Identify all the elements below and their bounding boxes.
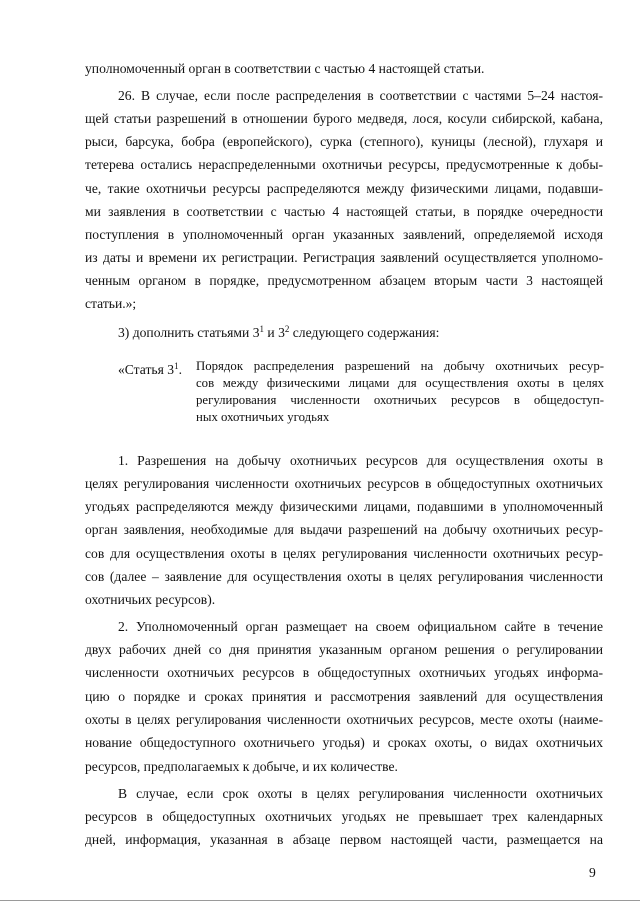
- paragraph-line: В случае, если срок охоты в целях регулирования численности охотничьих: [118, 786, 603, 801]
- page-number: 9: [589, 865, 596, 880]
- paragraph-line: орган заявления, необходимые для выдачи разрешений на добычу охотничьих ресур-: [85, 522, 603, 537]
- paragraph-line: рыси, барсука, бобра (европейского), сурка (степного), куницы (лесной), глухаря и: [85, 134, 603, 149]
- paragraph-line: охотничьих ресурсов).: [85, 592, 216, 607]
- paragraph-line: ченным органом в порядке, предусмотренном абзацем вторым части 3 настоящей: [85, 273, 603, 288]
- paragraph-line: че, такие охотничьи ресурсы распределяются между физическими лицами, подавши-: [85, 181, 603, 196]
- paragraph-line: ресурсов, предполагаемых к добыче, и их количестве.: [85, 759, 398, 774]
- paragraph-line: уполномоченный орган в соответствии с частью 4 настоящей статьи.: [85, 61, 485, 76]
- paragraph-line: 2. Уполномоченный орган размещает на своем официальном сайте в течение: [118, 619, 603, 634]
- article-title-line: ных охотничьих угодьях: [196, 410, 330, 424]
- paragraph-line: тетерева остались нераспределенными охотничьи ресурсы, предусмотренные к добы-: [85, 157, 603, 172]
- paragraph-line: дней, информация, указанная в абзаце первом настоящей части, размещается на: [85, 832, 603, 847]
- paragraph-line: охоты в целях регулирования численности охотничьих ресурсов, месте охоты (наиме-: [85, 712, 603, 727]
- paragraph-line: из даты и времени их регистрации. Регистрация заявлений осуществляется уполномо-: [85, 250, 603, 265]
- paragraph-line: щей статьи разрешений в отношении бурого медведя, лося, косули сибирской, кабана,: [85, 111, 603, 126]
- paragraph-line: ми заявления в соответствии с частью 4 настоящей статьи, в порядке очередности: [85, 204, 603, 219]
- paragraph-line: поступления в уполномоченный орган указанных заявлений, определяемой исходя: [85, 227, 603, 242]
- article-title-line: Порядок распределения разрешений на добычу охотничьих ресур-: [196, 359, 604, 373]
- paragraph-line: сов (далее – заявление для осуществления охоты в целях регулирования численности: [85, 569, 603, 584]
- article-title-line: регулирования численности охотничьих ресурсов в общедоступ-: [196, 393, 604, 407]
- amendment-line: 3) дополнить статьями $3^1$ и $3^2$ следующего содержания:: [118, 324, 440, 340]
- article-title-line: сов между физическими лицами для осуществления охоты в целях: [196, 376, 604, 390]
- article-label: «Статья $3^1$.: [118, 361, 182, 377]
- paragraph-line: угодьях распределяются между физическими лицами, подавшими в уполномоченный: [85, 499, 603, 514]
- paragraph-line: 26. В случае, если после распределения в соответствии с частями 5–24 настоя-: [118, 88, 603, 103]
- paragraph-line: нование общедоступного охотничьего угодья) и сроках охоты, о видах охотничьих: [85, 735, 603, 750]
- paragraph-line: статьи.»;: [85, 296, 137, 311]
- page-bottom-edge: [0, 900, 640, 901]
- paragraph-line: 1. Разрешения на добычу охотничьих ресурсов для осуществления охоты в: [118, 453, 603, 468]
- paragraph-line: двух рабочих дней со дня принятия указанным органом решения о регулировании: [85, 642, 603, 657]
- paragraph-line: численности охотничьих ресурсов в общедоступных охотничьих угодьях информа-: [85, 665, 603, 680]
- paragraph-line: ресурсов в общедоступных охотничьих угодьях не превышает трех календарных: [85, 809, 603, 824]
- paragraph-line: сов для осуществления охоты в целях регулирования численности охотничьих ресур-: [85, 546, 603, 561]
- paragraph-line: цию о порядке и сроках принятия и рассмотрения заявлений для осуществления: [85, 689, 603, 704]
- paragraph-line: целях регулирования численности охотничьих ресурсов в общедоступных охотничьих: [85, 476, 603, 491]
